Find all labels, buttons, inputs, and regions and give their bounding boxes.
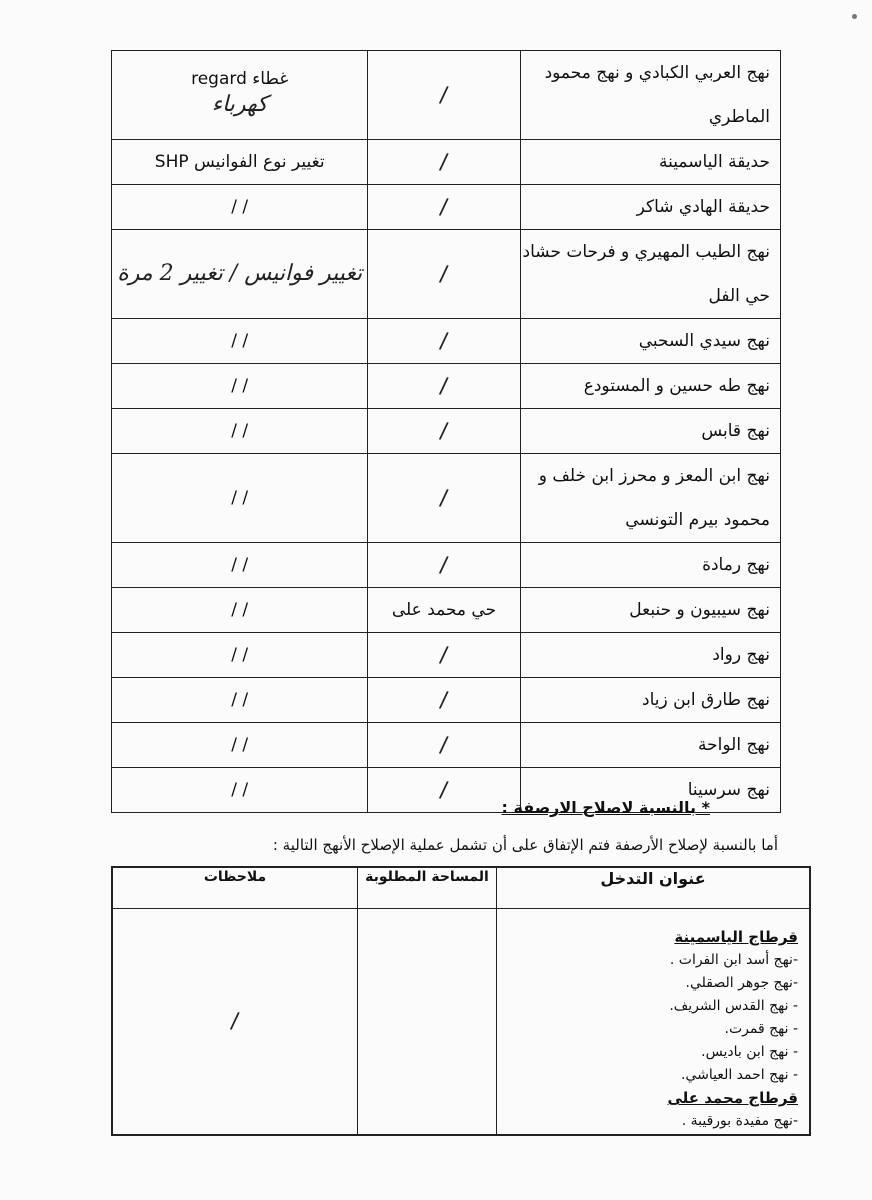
remarks-text: / /: [231, 331, 249, 351]
status-cell: [368, 409, 520, 454]
table-row: [112, 230, 781, 319]
street-cell: نهج ابن المعز و محرز ابن خلف و محمود بيرم التونسي: [520, 454, 780, 543]
table-row: [112, 185, 781, 230]
remarks-cell: [112, 588, 368, 633]
table-row: [112, 319, 781, 364]
remarks-cell: [112, 185, 368, 230]
street-cell: نهج رمادة: [520, 543, 780, 588]
remarks-text: / /: [231, 600, 249, 620]
status-cell: [368, 319, 520, 364]
street-cell: حديقة الياسمينة: [520, 140, 780, 185]
status-cell: [368, 51, 520, 140]
remarks-text: / /: [231, 735, 249, 755]
sidewalk-heading: * بالنسبة لاصلاح الارصفة :: [501, 798, 710, 817]
street-cell: نهج الطيب المهيري و فرحات حشاد حي الفل: [520, 230, 780, 319]
list-item: - نهج قمرت.: [724, 1021, 798, 1037]
header-remarks: ملاحظات: [112, 867, 358, 909]
list-item: - نهج احمد العياشي.: [680, 1067, 798, 1083]
remarks-mark: /: [229, 1008, 241, 1035]
status-mark: /: [438, 194, 450, 220]
status-cell: [368, 723, 520, 768]
street-cell: نهج طارق ابن زياد: [520, 678, 780, 723]
remarks-text: تغيير نوع الفوانيس SHP: [154, 152, 325, 172]
street-cell: نهج قابس: [520, 409, 780, 454]
table-row: [112, 588, 781, 633]
remarks-text: غطاء regard: [191, 69, 289, 89]
street-cell: نهج الواحة: [520, 723, 780, 768]
remarks-cell: [112, 51, 368, 140]
table-row: [112, 140, 781, 185]
street-cell: نهج سيدي السحبي: [520, 319, 780, 364]
remarks-text: / /: [231, 488, 249, 508]
remarks-text: / /: [231, 376, 249, 396]
list-item: -نهج أسد ابن الفرات .: [669, 952, 798, 968]
handwritten-note: كهرباء: [211, 92, 268, 117]
remarks-cell: [112, 723, 368, 768]
list-item: -نهج مفيدة بورقيبة .: [681, 1113, 798, 1129]
intervention-list: [498, 910, 808, 1133]
remarks-text: / /: [231, 421, 249, 441]
intervention-list-cell: [497, 909, 811, 1136]
status-mark: /: [438, 777, 450, 803]
remarks-cell: [112, 454, 368, 543]
status-cell: [368, 230, 520, 319]
table-row: [112, 723, 781, 768]
status-cell: [368, 364, 520, 409]
district-title: قرطاج محمد على: [667, 1089, 798, 1107]
status-mark: /: [438, 687, 450, 713]
remarks-cell: [112, 230, 368, 319]
handwritten-note: تغيير فوانيس / تغيير 2 مرة: [117, 261, 363, 286]
interventions-table: [111, 50, 781, 813]
status-mark: /: [438, 642, 450, 668]
status-cell: [368, 678, 520, 723]
street-cell: حديقة الهادي شاكر: [520, 185, 780, 230]
header-required-area: المساحة المطلوبة: [358, 867, 497, 909]
header-intervention-address: عنوان التدخل: [497, 867, 811, 909]
sidewalk-table-row: [112, 909, 810, 1136]
status-cell: [368, 543, 520, 588]
scan-speck: [852, 14, 857, 19]
remarks-text: / /: [231, 690, 249, 710]
status-mark: /: [438, 82, 450, 108]
district-title: قرطاج الياسمينة: [674, 928, 798, 946]
required-area-cell: [358, 909, 497, 1136]
status-mark: /: [438, 373, 450, 399]
sidewalk-table-header: [112, 867, 810, 909]
remarks-text: / /: [231, 645, 249, 665]
table-row: [112, 543, 781, 588]
list-item: -نهج جوهر الصقلي.: [685, 975, 798, 991]
sidewalk-table: [111, 866, 811, 1136]
table-row: [112, 678, 781, 723]
status-cell: [368, 140, 520, 185]
status-cell: [368, 588, 520, 633]
remarks-cell: [112, 768, 368, 813]
list-item: - نهج القدس الشريف.: [669, 998, 798, 1014]
street-cell: نهج العربي الكبادي و نهج محمود الماطري: [520, 51, 780, 140]
remarks-text: / /: [231, 555, 249, 575]
status-mark: /: [438, 328, 450, 354]
table-row: [112, 364, 781, 409]
table-row: [112, 454, 781, 543]
status-mark: /: [438, 418, 450, 444]
remarks-cell: [112, 633, 368, 678]
status-mark: /: [438, 261, 450, 287]
status-mark: /: [438, 485, 450, 511]
remarks-text: / /: [231, 780, 249, 800]
status-mark: حي محمد على: [391, 600, 497, 620]
remarks-cell: [112, 140, 368, 185]
street-cell: نهج رواد: [520, 633, 780, 678]
table-row: [112, 409, 781, 454]
remarks-cell: [112, 409, 368, 454]
remarks-cell: [112, 909, 358, 1136]
status-cell: [368, 185, 520, 230]
list-item: - نهج ابن باديس.: [701, 1044, 798, 1060]
street-cell: نهج سيبيون و حنبعل: [520, 588, 780, 633]
remarks-text: / /: [231, 197, 249, 217]
street-cell: نهج سرسينا: [520, 768, 780, 813]
status-cell: [368, 633, 520, 678]
table-row: [112, 51, 781, 140]
remarks-cell: [112, 319, 368, 364]
remarks-cell: [112, 678, 368, 723]
sidewalk-intro-text: أما بالنسبة لإصلاح الأرصفة فتم الإتفاق على أن تشمل عملية الإصلاح الأنهج التالية :: [272, 836, 778, 854]
status-mark: /: [438, 732, 450, 758]
street-cell: نهج طه حسين و المستودع: [520, 364, 780, 409]
remarks-cell: [112, 364, 368, 409]
remarks-cell: [112, 543, 368, 588]
status-mark: /: [438, 149, 450, 175]
status-cell: [368, 768, 520, 813]
status-cell: [368, 454, 520, 543]
table-row: [112, 633, 781, 678]
status-mark: /: [438, 552, 450, 578]
